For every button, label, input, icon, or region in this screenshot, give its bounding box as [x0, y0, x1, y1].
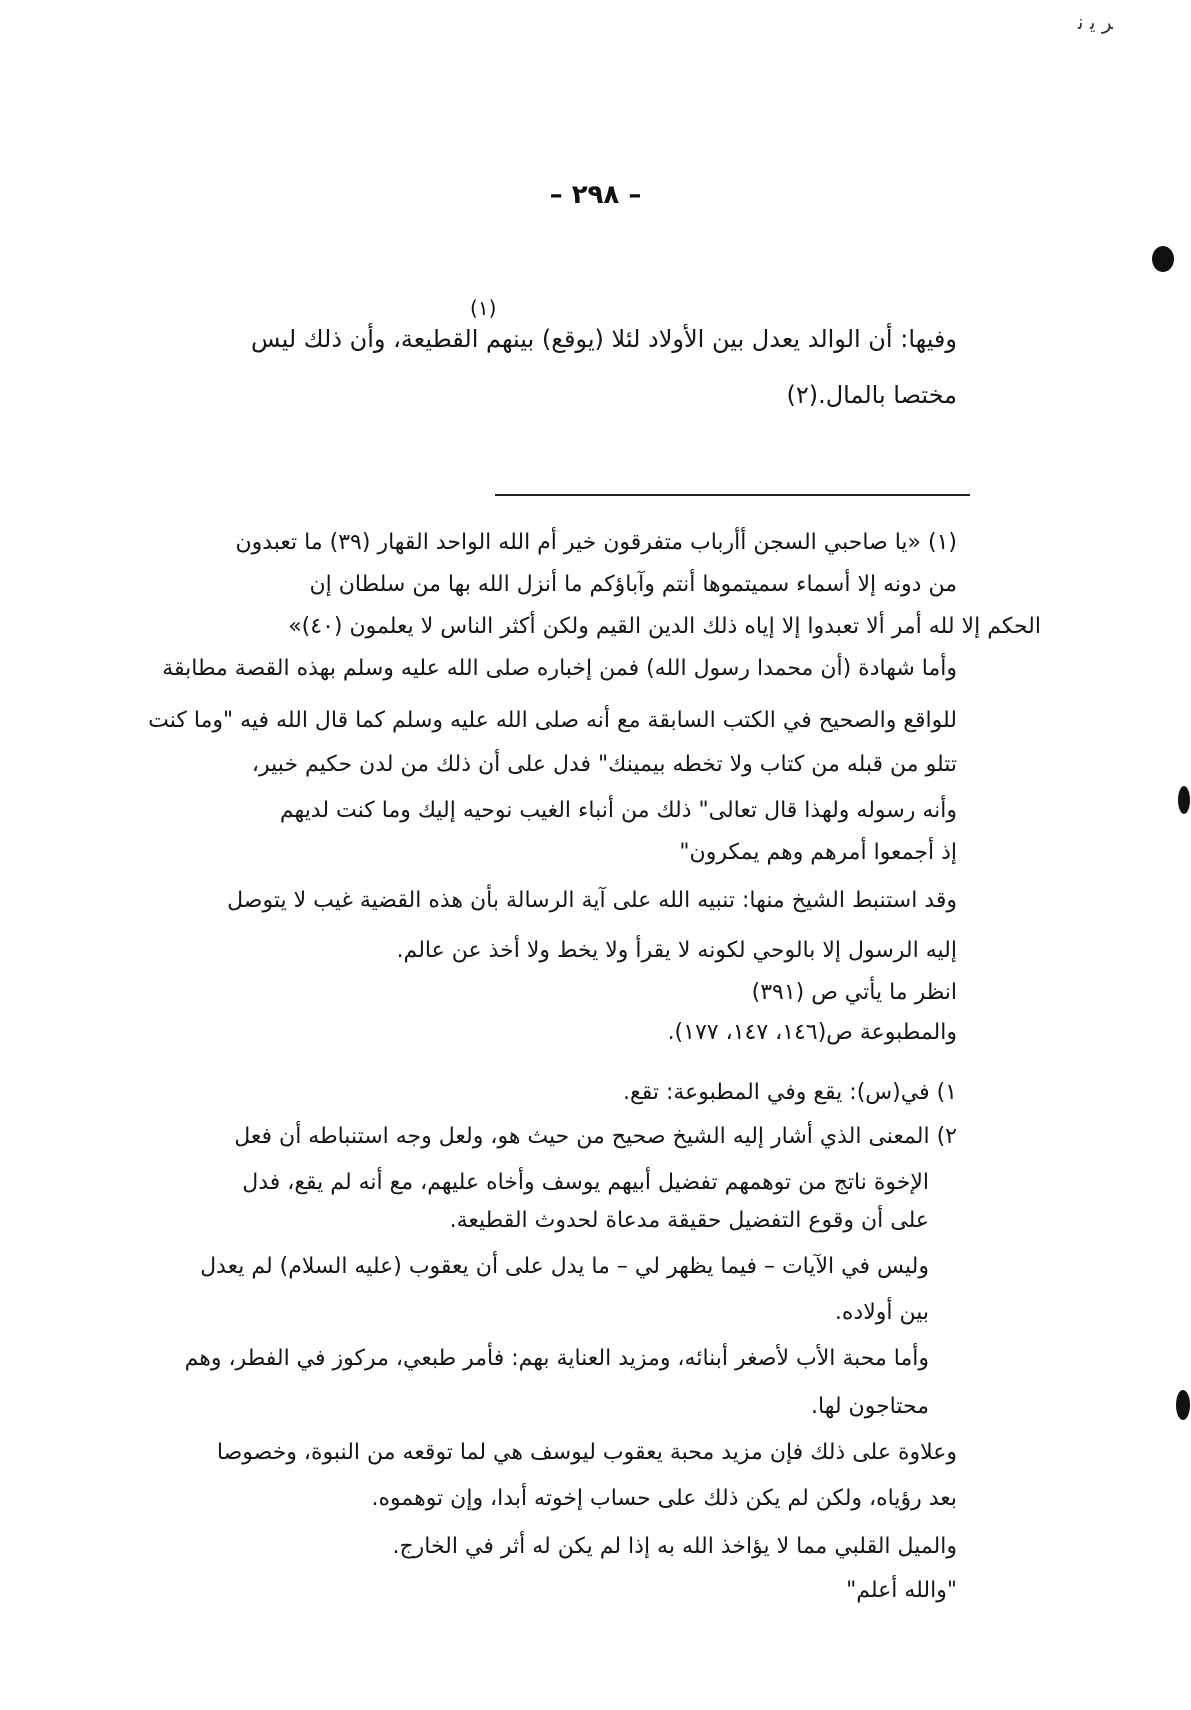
- footnote-reference: (١): [470, 296, 497, 320]
- footnote-line: "والله أعلم": [846, 1578, 957, 1603]
- footnote-line: ٢) المعنى الذي أشار إليه الشيخ صحيح من حيث هو، ولعل وجه استنباطه أن فعل: [234, 1124, 957, 1149]
- footnote-line: تتلو من قبله من كتاب ولا تخطه بيمينك" فدل على أن ذلك من لدن حكيم خبير،: [251, 752, 957, 777]
- footnote-line: بعد رؤياه، ولكن لم يكن ذلك على حساب إخوته أبدا، وإن توهموه.: [371, 1486, 957, 1511]
- footnote-line: وأنه رسوله ولهذا قال تعالى" ذلك من أنباء الغيب نوحيه إليك وما كنت لديهم: [279, 798, 957, 823]
- footnote-line: إذ أجمعوا أمرهم وهم يمكرون": [679, 840, 957, 865]
- corner-mark: ﺮ ﻳ ﻧ: [1078, 10, 1113, 34]
- footnote-separator: [495, 494, 970, 496]
- footnote-line: الإخوة ناتج من توهمهم تفضيل أبيهم يوسف وأخاه عليهم، مع أنه لم يقع، فدل: [242, 1170, 929, 1195]
- scan-blot: [1178, 786, 1190, 814]
- scan-blot: [1152, 246, 1174, 272]
- footnote-line: الحكم إلا لله أمر ألا تعبدوا إلا إياه ذلك الدين القيم ولكن أكثر الناس لا يعلمون (٤٠)»: [288, 614, 1041, 639]
- footnote-line: للواقع والصحيح في الكتب السابقة مع أنه صلى الله عليه وسلم كما قال الله فيه "وما كنت: [148, 708, 957, 733]
- footnote-line: والميل القلبي مما لا يؤاخذ الله به إذا لم يكن له أثر في الخارج.: [392, 1534, 957, 1559]
- footnote-line: على أن وقوع التفضيل حقيقة مدعاة لحدوث القطيعة.: [449, 1208, 929, 1233]
- main-text-line: وفيها: أن الوالد يعدل بين الأولاد لئلا (يوقع) بينهم القطيعة، وأن ذلك ليس: [251, 325, 957, 353]
- scan-blot: [1176, 1390, 1190, 1420]
- footnote-line: بين أولاده.: [834, 1300, 929, 1325]
- footnote-line: وأما شهادة (أن محمدا رسول الله) فمن إخباره صلى الله عليه وسلم بهذه القصة مطابقة: [162, 656, 957, 681]
- footnote-line: من دونه إلا أسماء سميتموها أنتم وآباؤكم ما أنزل الله بها من سلطان إن: [309, 572, 957, 597]
- footnote-line: محتاجون لها.: [811, 1394, 929, 1419]
- footnote-line: والمطبوعة ص(١٤٦، ١٤٧، ١٧٧).: [667, 1020, 957, 1045]
- footnote-line: انظر ما يأتي ص (٣٩١): [751, 980, 957, 1005]
- footnote-line: وليس في الآيات – فيما يظهر لي – ما يدل على أن يعقوب (عليه السلام) لم يعدل: [200, 1254, 929, 1279]
- page-number: – ٢٩٨ –: [549, 180, 642, 210]
- footnote-line: وقد استنبط الشيخ منها: تنبيه الله على آية الرسالة بأن هذه القضية غيب لا يتوصل: [227, 888, 957, 913]
- footnote-line: وعلاوة على ذلك فإن مزيد محبة يعقوب ليوسف هي لما توقعه من النبوة، وخصوصا: [216, 1440, 957, 1465]
- footnote-line: وأما محبة الأب لأصغر أبنائه، ومزيد العناية بهم: فأمر طبعي، مركوز في الفطر، وهم: [184, 1346, 929, 1371]
- footnote-line: إليه الرسول إلا بالوحي لكونه لا يقرأ ولا يخط ولا أخذ عن عالم.: [396, 938, 957, 963]
- footnote-line: ١) في(س): يقع وفي المطبوعة: تقع.: [623, 1080, 957, 1105]
- footnote-line: (١) «يا صاحبي السجن أأرباب متفرقون خير أم الله الواحد القهار (٣٩) ما تعبدون: [235, 530, 957, 555]
- main-text-line: مختصا بالمال.(٢): [786, 381, 957, 409]
